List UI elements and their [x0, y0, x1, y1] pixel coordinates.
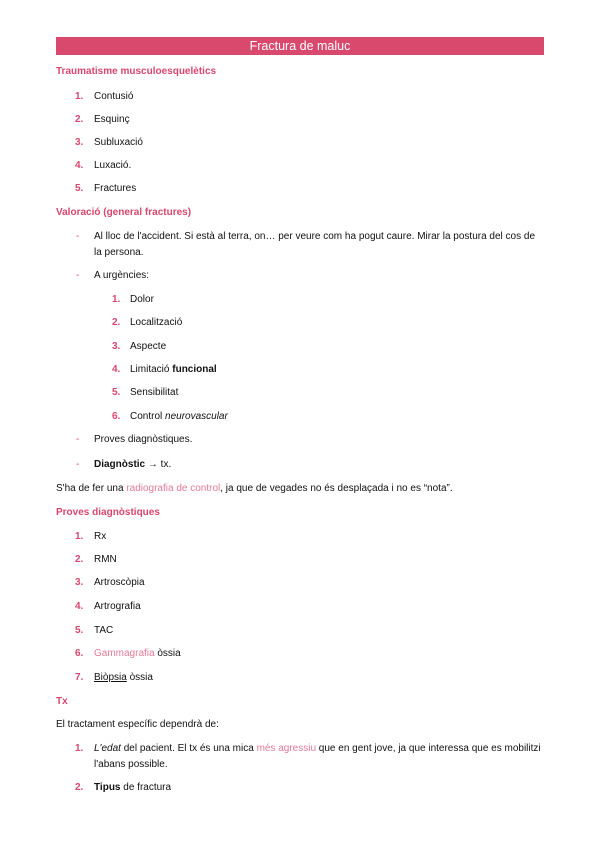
highlight-text: més agressiu	[256, 743, 317, 754]
list-number: 5.	[75, 183, 84, 194]
list-number: 1.	[75, 91, 84, 102]
list-number: 3.	[75, 137, 84, 148]
paragraph-radiografia	[56, 483, 453, 494]
list-item: Artrografia	[94, 601, 141, 612]
section-heading-traumatisme: Traumatisme musculoesquelètics	[56, 66, 217, 77]
list-number: 2.	[75, 782, 84, 793]
section-heading-tx: Tx	[56, 696, 68, 707]
sublist-item	[130, 364, 217, 375]
sublist-item: Localització	[130, 317, 183, 328]
sublist-item: Sensibilitat	[130, 387, 179, 398]
sublist-number: 3.	[112, 341, 121, 352]
italic-text: L'edat	[94, 743, 121, 754]
list-number: 7.	[75, 672, 84, 683]
bullet-text: A urgències:	[94, 270, 150, 281]
item-text: que en gent jove, ja que interessa que es mobilitzi	[316, 743, 541, 754]
para-text: , ja que de vegades no és desplaçada i no es “nota”.	[220, 483, 453, 494]
highlight-text: radiografia de control	[126, 483, 221, 494]
list-item: RMN	[94, 554, 117, 565]
sublist-number: 6.	[112, 411, 121, 422]
bold-text: Tipus	[94, 782, 121, 793]
item-text: Limitació	[130, 364, 173, 375]
list-item: TAC	[94, 625, 114, 636]
list-item	[94, 782, 171, 793]
list-item: Contusió	[94, 91, 134, 102]
list-item	[94, 648, 181, 659]
sublist-number: 2.	[112, 317, 121, 328]
bullet-dash: -	[76, 231, 80, 242]
bullet-dash: -	[76, 270, 80, 281]
list-item: Luxació.	[94, 160, 132, 171]
underlined-text: Biòpsia	[94, 672, 127, 683]
section-heading-valoracio: Valoració (general fractures)	[56, 207, 192, 218]
sublist-item	[130, 411, 228, 422]
section-heading-proves: Proves diagnòstiques	[56, 507, 160, 518]
list-number: 5.	[75, 625, 84, 636]
item-rest: òssia	[154, 648, 181, 659]
list-number: 4.	[75, 601, 84, 612]
list-item-line1	[94, 743, 541, 754]
list-number: 2.	[75, 554, 84, 565]
bullet-rest: tx.	[157, 459, 172, 470]
bullet-text-line1: Al lloc de l'accident. Si està al terra, on… per veure com ha pogut caure. Mirar la postura del cos de	[94, 231, 536, 242]
diagnostic-bold: Diagnòstic	[94, 459, 146, 470]
item-text: del pacient. El tx és una mica	[120, 743, 257, 754]
list-item: Rx	[94, 531, 107, 542]
sublist-item: Dolor	[130, 294, 154, 305]
list-number: 2.	[75, 114, 84, 125]
para-text: S'ha de fer una	[56, 483, 127, 494]
list-number: 4.	[75, 160, 84, 171]
list-item-line2: l'abans possible.	[94, 759, 168, 770]
sublist-number: 1.	[112, 294, 121, 305]
list-item: Fractures	[94, 183, 137, 194]
bullet-text: Proves diagnòstiques.	[94, 434, 193, 445]
list-number: 3.	[75, 577, 84, 588]
item-rest: òssia	[126, 672, 153, 683]
bullet-text-line2: la persona.	[94, 247, 144, 258]
highlight-text: Gammagrafia	[94, 648, 155, 659]
arrow-right-icon: →	[147, 459, 158, 470]
list-number: 6.	[75, 648, 84, 659]
list-item: Subluxació	[94, 137, 143, 148]
list-item	[94, 672, 153, 683]
bullet-text	[94, 459, 171, 470]
sublist-item: Aspecte	[130, 341, 167, 352]
list-number: 1.	[75, 531, 84, 542]
bullet-dash: -	[76, 434, 80, 445]
list-number: 1.	[75, 743, 84, 754]
item-text: Control	[130, 411, 166, 422]
item-bold: funcional	[172, 364, 217, 375]
item-italic: neurovascular	[165, 411, 228, 422]
sublist-number: 4.	[112, 364, 121, 375]
list-item: Artroscòpia	[94, 577, 145, 588]
page-title: Fractura de maluc	[56, 37, 544, 55]
list-item: Esquinç	[94, 114, 130, 125]
paragraph-intro: El tractament específic dependrà de:	[56, 719, 219, 730]
sublist-number: 5.	[112, 387, 121, 398]
bullet-dash: -	[76, 459, 80, 470]
item-rest: de fractura	[120, 782, 172, 793]
